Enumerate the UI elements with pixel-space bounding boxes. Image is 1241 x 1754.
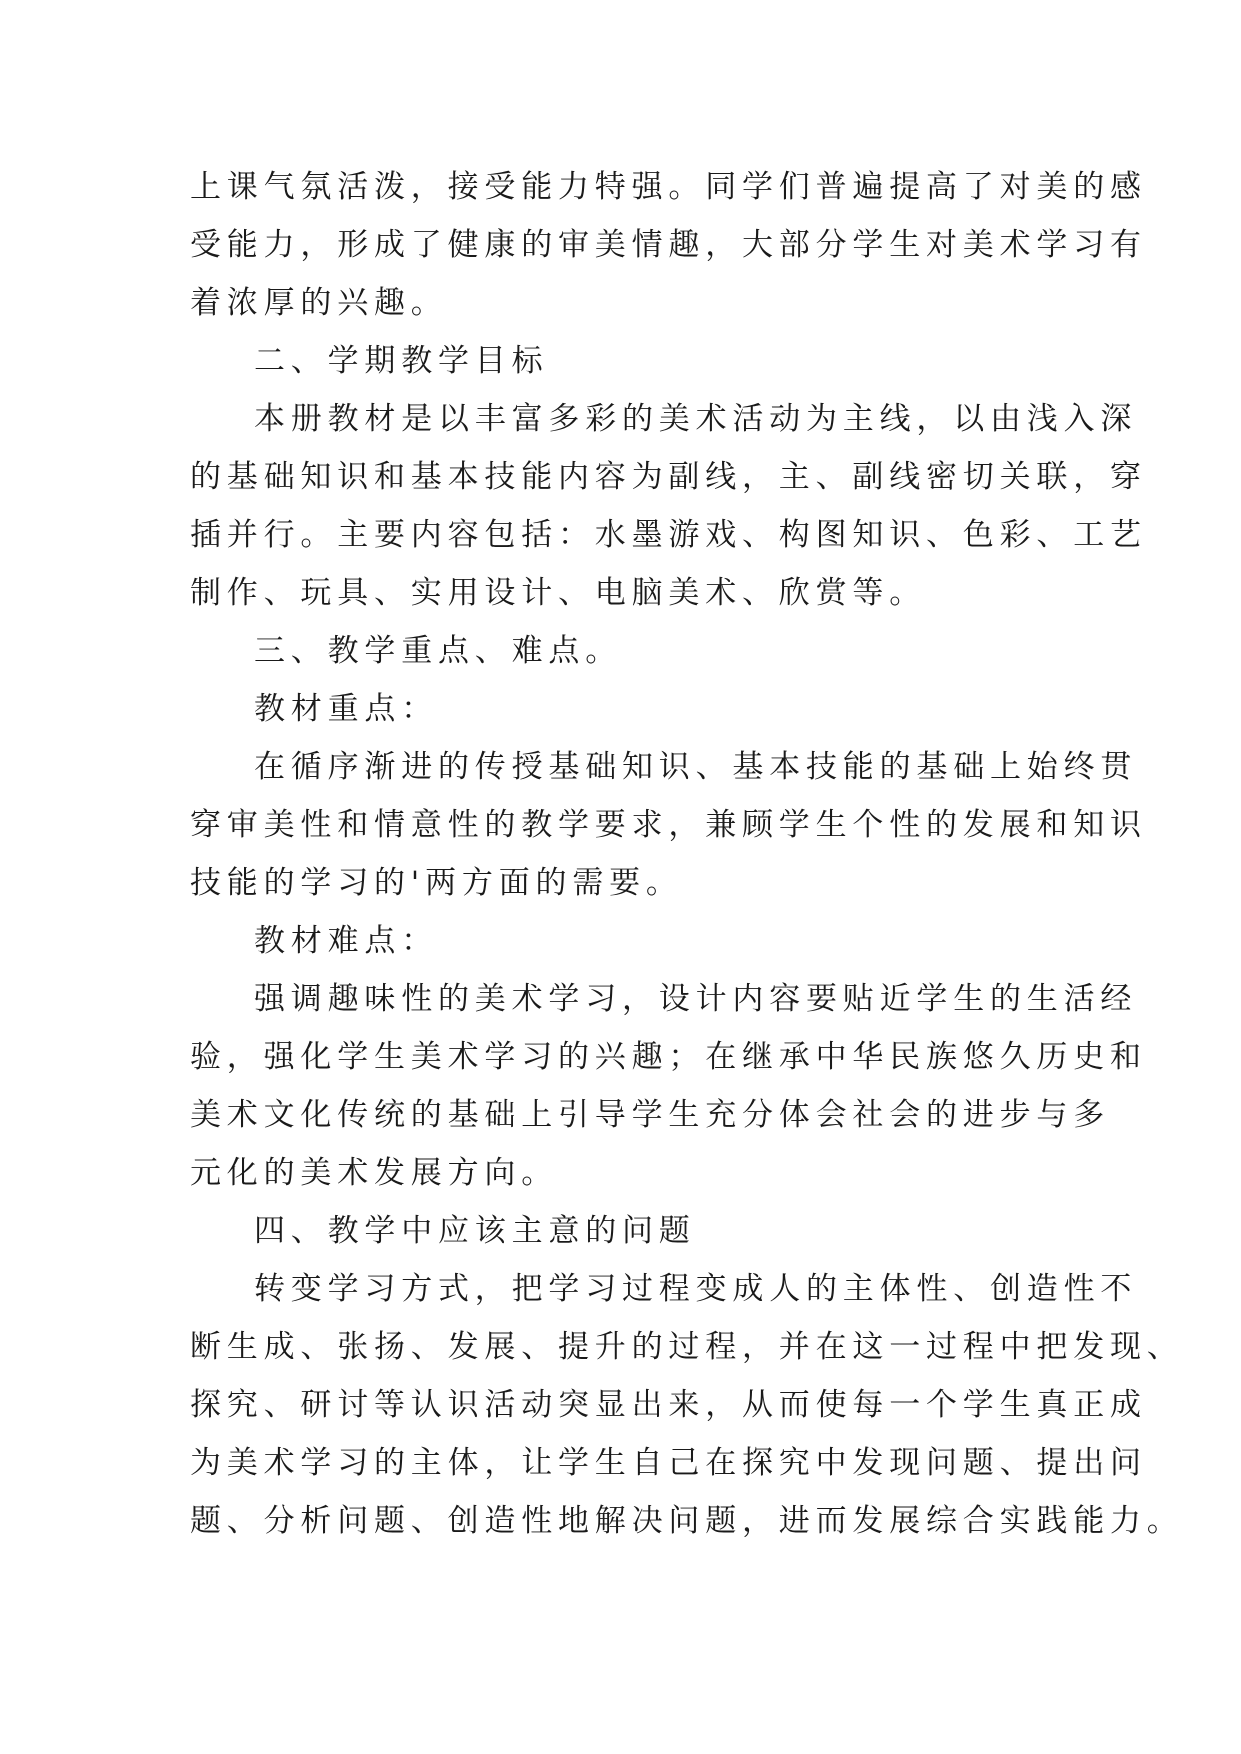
section-heading: 二、学期教学目标: [254, 343, 549, 379]
section-heading: 三、教学重点、难点。: [254, 633, 622, 669]
paragraph-line: 着浓厚的兴趣。: [190, 285, 448, 321]
subheading: 教材重点：: [254, 691, 438, 727]
paragraph-line: 元化的美术发展方向。: [190, 1155, 558, 1191]
paragraph-line: 在循序渐进的传授基础知识、基本技能的基础上始终贯: [254, 749, 1138, 785]
paragraph-line: 上课气氛活泼，接受能力特强。同学们普遍提高了对美的感: [190, 169, 1147, 205]
paragraph-line: 为美术学习的主体，让学生自己在探究中发现问题、提出问: [190, 1445, 1147, 1481]
paragraph-line: 技能的学习的'两方面的需要。: [190, 865, 683, 901]
document-body: [190, 158, 1184, 1550]
paragraph-line: 的基础知识和基本技能内容为副线，主、副线密切关联，穿: [190, 459, 1147, 495]
section-heading: 四、教学中应该主意的问题: [254, 1213, 696, 1249]
paragraph-line: 断生成、张扬、发展、提升的过程，并在这一过程中把发现、: [190, 1329, 1184, 1365]
paragraph-line: 本册教材是以丰富多彩的美术活动为主线，以由浅入深: [254, 401, 1138, 437]
paragraph-line: 受能力，形成了健康的审美情趣，大部分学生对美术学习有: [190, 227, 1147, 263]
paragraph-line: 转变学习方式，把学习过程变成人的主体性、创造性不: [254, 1271, 1138, 1307]
subheading: 教材难点：: [254, 923, 438, 959]
paragraph-line: 强调趣味性的美术学习，设计内容要贴近学生的生活经: [254, 981, 1138, 1017]
paragraph-line: 验，强化学生美术学习的兴趣；在继承中华民族悠久历史和: [190, 1039, 1147, 1075]
paragraph-line: 题、分析问题、创造性地解决问题，进而发展综合实践能力。: [190, 1503, 1184, 1539]
paragraph-line: 插并行。主要内容包括：水墨游戏、构图知识、色彩、工艺: [190, 517, 1147, 553]
paragraph-line: 探究、研讨等认识活动突显出来，从而使每一个学生真正成: [190, 1387, 1147, 1423]
paragraph-line: 美术文化传统的基础上引导学生充分体会社会的进步与多: [190, 1097, 1110, 1133]
paragraph-line: 制作、玩具、实用设计、电脑美术、欣赏等。: [190, 575, 926, 611]
paragraph-line: 穿审美性和情意性的教学要求，兼顾学生个性的发展和知识: [190, 807, 1147, 843]
